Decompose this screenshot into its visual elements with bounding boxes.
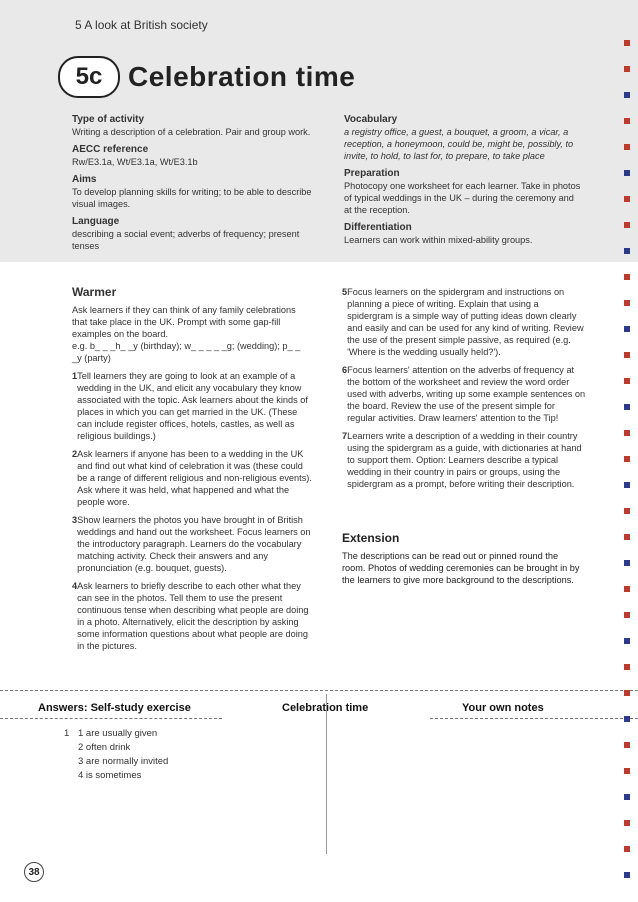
step-number: 6 bbox=[342, 365, 348, 375]
warmer-step bbox=[72, 580, 312, 652]
spine-mark bbox=[624, 664, 630, 670]
warmer-heading: Warmer bbox=[72, 285, 117, 299]
step-text: Focus learners' attention on the adverbs of frequency at the bottom of the worksheet and review the word order used with adverbs, writing up some example sentences on the board. Review the use of the present simple for regular activities. Draw learners' attention to the Tip! bbox=[347, 365, 586, 423]
spine-mark bbox=[624, 716, 630, 722]
notes-tab: Your own notes bbox=[462, 702, 544, 714]
divider-top bbox=[0, 690, 638, 691]
page-number: 38 bbox=[24, 862, 44, 882]
vocab-heading: Vocabulary bbox=[344, 114, 398, 125]
vocab-text: a registry office, a guest, a bouquet, a groom, a vicar, a reception, a honeymoon, could be, might be, possibly, to invite, to hold, to last for, to prepare, to take place bbox=[344, 127, 574, 161]
step-text: Ask learners to briefly describe to each other what they can see in the photos. Tell them to use the present continuous tense when describing what people are doing in a photo. Alternatively, elicit the description by asking some information questions about what people are doing in the pictures. bbox=[77, 581, 309, 651]
extension-heading: Extension bbox=[342, 531, 400, 545]
spine-mark bbox=[624, 742, 630, 748]
page-title: Celebration time bbox=[128, 61, 356, 92]
step-number: 3 bbox=[72, 515, 78, 525]
spine-marks bbox=[624, 40, 630, 878]
spine-mark bbox=[624, 430, 630, 436]
spine-mark bbox=[624, 482, 630, 488]
answers-tab: Answers: Self-study exercise bbox=[38, 702, 191, 714]
warmer-intro: Ask learners if they can think of any family celebrations that take place in the UK. Prompt with some gap-fill examples on the board. bbox=[72, 305, 296, 339]
step-number: 7 bbox=[342, 431, 348, 441]
answer-item: 1 are usually given bbox=[78, 728, 158, 739]
warmer-section bbox=[72, 286, 312, 652]
spine-mark bbox=[624, 508, 630, 514]
language-heading: Language bbox=[72, 216, 120, 227]
spine-mark bbox=[624, 638, 630, 644]
spine-mark bbox=[624, 794, 630, 800]
step-text: Focus learners on the spidergram and instructions on planning a piece of writing. Explain that using a spidergram is a simple way of putting ideas down clearly and easily and can be used for any kind of writing. Review the use of the present simple passive, as required (e.g. 'Where is the wedding usually held?'). bbox=[347, 287, 584, 357]
divider-answers bbox=[0, 718, 222, 719]
spine-mark bbox=[624, 534, 630, 540]
spine-mark bbox=[624, 196, 630, 202]
divider-notes bbox=[430, 718, 638, 719]
spine-mark bbox=[624, 274, 630, 280]
aecc-heading: AECC reference bbox=[72, 144, 149, 155]
warmer-step bbox=[72, 370, 312, 442]
answer-item: 4 is sometimes bbox=[78, 770, 142, 781]
language-text: describing a social event; adverbs of frequency; present tenses bbox=[72, 229, 300, 251]
spine-mark bbox=[624, 378, 630, 384]
info-right-column bbox=[344, 108, 584, 246]
spine-mark bbox=[624, 92, 630, 98]
column-divider bbox=[326, 694, 327, 854]
step-text: Tell learners they are going to look at an example of a wedding in the UK, and elicit any vocabulary they know associated with the topic. Ask learners about the kinds of places in which you can get married in the UK. (These can include register offices, hotels, castles, as well as religious buildings.) bbox=[77, 371, 308, 441]
type-text: Writing a description of a celebration. Pair and group work. bbox=[72, 127, 311, 137]
step-text: Show learners the photos you have brought in of British weddings and hand out the worksheet. Focus learners on the introductory paragraph. Learners do the vocabulary matching activity. Check their answers and any pronunciation (e.g. bouquet, guests). bbox=[77, 515, 311, 573]
lesson-badge: 5c bbox=[58, 56, 120, 98]
spine-mark bbox=[624, 872, 630, 878]
prep-text: Photocopy one worksheet for each learner. Take in photos of typical weddings in the UK – during the ceremony and at the reception. bbox=[344, 181, 581, 215]
unit-header: 5 A look at British society bbox=[75, 18, 208, 32]
aims-heading: Aims bbox=[72, 174, 97, 185]
answers-items bbox=[78, 727, 168, 783]
procedure-step bbox=[342, 286, 586, 358]
center-tab: Celebration time bbox=[282, 702, 369, 714]
warmer-gaps: e.g. b_ _ _h_ _y (birthday); w_ _ _ _ _g; (wedding); p_ _ _y (party) bbox=[72, 341, 301, 363]
spine-mark bbox=[624, 612, 630, 618]
info-left-column bbox=[72, 108, 312, 252]
spine-mark bbox=[624, 768, 630, 774]
footer-tabs bbox=[0, 694, 638, 712]
step-text: Ask learners if anyone has been to a wedding in the UK and find out what kind of celebration it was (these could be a range of different religious and non-religious events). Ask where it was held, what happened and what the people wore. bbox=[77, 449, 312, 507]
answer-item: 3 are normally invited bbox=[78, 756, 169, 767]
aims-text: To develop planning skills for writing; to be able to describe visual images. bbox=[72, 187, 312, 209]
spine-mark bbox=[624, 170, 630, 176]
answers-number: 1 bbox=[64, 728, 70, 739]
spine-mark bbox=[624, 144, 630, 150]
spine-mark bbox=[624, 352, 630, 358]
warmer-step bbox=[72, 448, 312, 508]
binding-spine bbox=[622, 0, 632, 902]
step-number: 5 bbox=[342, 287, 348, 297]
step-number: 4 bbox=[72, 581, 78, 591]
spine-mark bbox=[624, 40, 630, 46]
type-heading: Type of activity bbox=[72, 114, 145, 125]
warmer-step bbox=[72, 514, 312, 574]
diff-text: Learners can work within mixed-ability groups. bbox=[344, 235, 533, 245]
spine-mark bbox=[624, 690, 630, 696]
answer-item: 2 often drink bbox=[78, 742, 131, 753]
spine-mark bbox=[624, 846, 630, 852]
procedure-step bbox=[342, 364, 586, 424]
extension-section bbox=[342, 532, 582, 586]
spine-mark bbox=[624, 820, 630, 826]
answers-list bbox=[64, 727, 168, 783]
spine-mark bbox=[624, 248, 630, 254]
title-row bbox=[58, 56, 355, 98]
spine-mark bbox=[624, 118, 630, 124]
steps-right-section bbox=[342, 286, 586, 490]
spine-mark bbox=[624, 456, 630, 462]
step-number: 2 bbox=[72, 449, 78, 459]
diff-heading: Differentiation bbox=[344, 222, 412, 233]
spine-mark bbox=[624, 586, 630, 592]
procedure-step bbox=[342, 430, 586, 490]
spine-mark bbox=[624, 326, 630, 332]
spine-mark bbox=[624, 222, 630, 228]
extension-text: The descriptions can be read out or pinned round the room. Photos of wedding ceremonies can be brought in by the learners to give more background to the descriptions. bbox=[342, 551, 580, 585]
spine-mark bbox=[624, 560, 630, 566]
step-text: Learners write a description of a wedding in their country using the spidergram as a guide, with dictionaries at hand to support them. Option: Learners describe a typical wedding in their country in pairs or groups, using the spidergram as a prompt, before writing their description. bbox=[347, 431, 582, 489]
spine-mark bbox=[624, 66, 630, 72]
prep-heading: Preparation bbox=[344, 168, 400, 179]
spine-mark bbox=[624, 404, 630, 410]
answers-block bbox=[64, 727, 168, 783]
step-number: 1 bbox=[72, 371, 78, 381]
spine-mark bbox=[624, 300, 630, 306]
aecc-text: Rw/E3.1a, Wt/E3.1a, Wt/E3.1b bbox=[72, 157, 198, 167]
